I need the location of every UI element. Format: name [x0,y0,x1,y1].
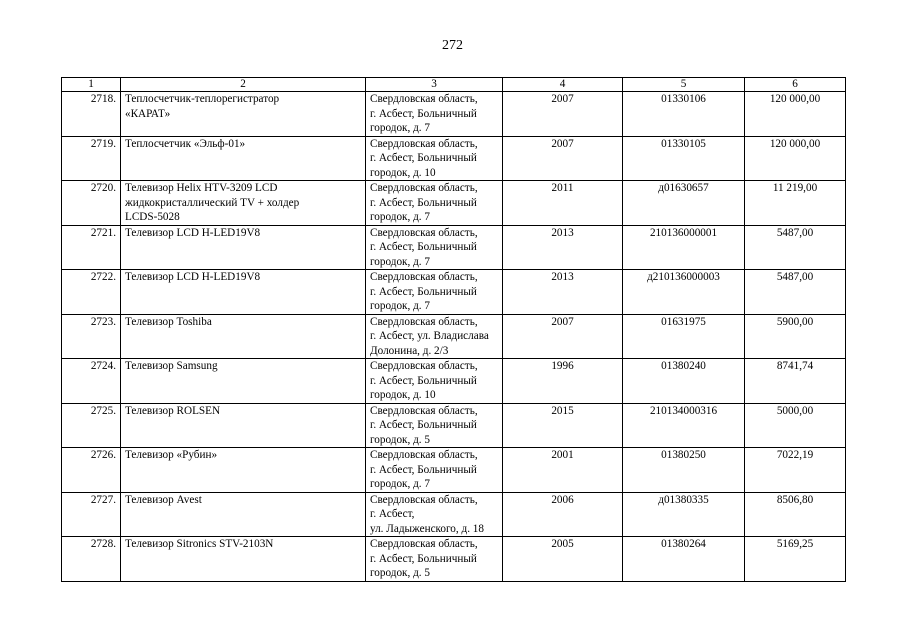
column-header-year: 4 [503,78,623,92]
item-name-line: Телевизор ROLSEN [125,404,221,417]
item-address-line: Свердловская область, [370,271,478,283]
row-number: 2720. [62,181,121,226]
header-row [62,78,846,92]
item-year: 2005 [503,537,623,582]
table-row [62,314,846,359]
item-name [121,225,366,270]
item-name-line: Телевизор LCD H-LED19V8 [125,271,261,283]
item-address [366,359,503,404]
item-cost: 11 219,00 [745,181,846,226]
table-body [62,92,846,582]
item-name-line: Телевизор Sitronics STV-2103N [125,538,274,550]
item-cost: 120 000,00 [745,92,846,137]
item-name-line: LCDS-5028 [125,211,180,223]
table-row [62,448,846,493]
item-year: 2007 [503,92,623,137]
item-address-line: городок, д. 5 [370,433,430,446]
table-row [62,403,846,448]
item-name-line: Телевизор Toshiba [125,315,212,328]
item-address-line: г. Асбест, Больничный [370,152,477,164]
item-name-line: Теплосчетчик «Эльф-01» [125,137,246,150]
table-row [62,136,846,181]
item-name-line: «КАРАТ» [125,107,171,120]
item-address-line: Свердловская область, [370,93,478,105]
item-year: 2001 [503,448,623,493]
item-address [366,181,503,226]
row-number: 2719. [62,136,121,181]
item-address [366,136,503,181]
item-address-line: г. Асбест, Больничный [370,107,477,120]
item-name [121,492,366,537]
item-address-line: г. Асбест, Больничный [370,241,477,253]
item-cost: 5487,00 [745,225,846,270]
item-address-line: городок, д. 10 [370,389,436,401]
item-name-line: Телевизор «Рубин» [125,449,218,461]
item-address-line: г. Асбест, Больничный [370,419,477,431]
item-address [366,92,503,137]
row-number: 2726. [62,448,121,493]
item-year: 2013 [503,225,623,270]
item-name [121,537,366,582]
item-address [366,314,503,359]
item-name-line: Телевизор LCD H-LED19V8 [125,226,261,239]
inventory-number: 01631975 [623,314,745,359]
item-cost: 120 000,00 [745,136,846,181]
item-address-line: Свердловская область, [370,226,478,239]
inventory-number: 210134000316 [623,403,745,448]
item-cost: 7022,19 [745,448,846,493]
column-header-name: 2 [121,78,366,92]
row-number: 2721. [62,225,121,270]
item-address-line: городок, д. 7 [370,478,430,490]
item-address-line: Свердловская область, [370,449,478,461]
item-year: 2006 [503,492,623,537]
item-address [366,225,503,270]
item-address-line: городок, д. 7 [370,255,430,268]
item-cost: 5000,00 [745,403,846,448]
item-name [121,181,366,226]
item-address [366,537,503,582]
item-address-line: Свердловская область, [370,137,478,150]
row-number: 2727. [62,492,121,537]
inventory-number: 01330106 [623,92,745,137]
item-address-line: г. Асбест, ул. Владислава [370,330,489,342]
item-address [366,270,503,315]
item-address-line: г. Асбест, Больничный [370,552,477,565]
item-address-line: г. Асбест, Больничный [370,196,477,209]
item-address-line: Долонина, д. 2/3 [370,344,449,357]
item-name [121,92,366,137]
item-year: 1996 [503,359,623,404]
item-year: 2011 [503,181,623,226]
item-address-line: г. Асбест, [370,508,415,520]
item-name-line: Теплосчетчик-теплорегистратор [125,93,280,105]
item-address-line: городок, д. 10 [370,166,436,179]
row-number: 2724. [62,359,121,404]
row-number: 2722. [62,270,121,315]
item-cost: 5487,00 [745,270,846,315]
item-address-line: городок, д. 7 [370,122,430,134]
item-address-line: Свердловская область, [370,538,478,550]
item-name [121,136,366,181]
item-year: 2007 [503,314,623,359]
table-row [62,492,846,537]
inventory-number: 01330105 [623,136,745,181]
item-address-line: Свердловская область, [370,315,478,328]
item-name [121,270,366,315]
item-name [121,359,366,404]
inventory-number: 01380250 [623,448,745,493]
item-name-line: Телевизор Samsung [125,360,218,372]
row-number: 2728. [62,537,121,582]
inventory-number: 210136000001 [623,225,745,270]
column-header-number: 1 [62,78,121,92]
item-cost: 5900,00 [745,314,846,359]
row-number: 2723. [62,314,121,359]
item-year: 2015 [503,403,623,448]
item-address-line: городок, д. 5 [370,567,430,579]
column-header-inventory-number: 5 [623,78,745,92]
item-address-line: г. Асбест, Больничный [370,285,477,298]
item-address [366,403,503,448]
table-row [62,225,846,270]
item-address [366,492,503,537]
table-header [62,78,846,92]
column-header-address: 3 [366,78,503,92]
item-name-line: жидкокристаллический TV + холдер [125,196,300,209]
item-address-line: городок, д. 7 [370,300,430,312]
item-year: 2007 [503,136,623,181]
table-row [62,181,846,226]
item-cost: 8741,74 [745,359,846,404]
item-cost: 5169,25 [745,537,846,582]
item-address-line: г. Асбест, Больничный [370,463,477,476]
column-header-cost: 6 [745,78,846,92]
item-name [121,403,366,448]
table-row [62,92,846,137]
item-name [121,314,366,359]
page-number: 272 [442,38,463,53]
inventory-number: д210136000003 [623,270,745,315]
table-row [62,537,846,582]
item-address-line: Свердловская область, [370,493,478,506]
item-name [121,448,366,493]
item-address-line: ул. Ладыженского, д. 18 [370,522,484,535]
inventory-number: д01380335 [623,492,745,537]
inventory-number: 01380264 [623,537,745,582]
item-address [366,448,503,493]
inventory-number: д01630657 [623,181,745,226]
item-cost: 8506,80 [745,492,846,537]
row-number: 2718. [62,92,121,137]
row-number: 2725. [62,403,121,448]
item-address-line: Свердловская область, [370,404,478,417]
inventory-number: 01380240 [623,359,745,404]
item-address-line: Свердловская область, [370,360,478,372]
item-year: 2013 [503,270,623,315]
item-address-line: Свердловская область, [370,182,478,194]
item-name-line: Телевизор Avest [125,493,202,506]
item-name-line: Телевизор Helix HTV-3209 LCD [125,182,278,194]
table-row [62,270,846,315]
item-address-line: г. Асбест, Больничный [370,374,477,387]
property-registry-table [61,77,846,582]
table-row [62,359,846,404]
item-address-line: городок, д. 7 [370,211,430,223]
